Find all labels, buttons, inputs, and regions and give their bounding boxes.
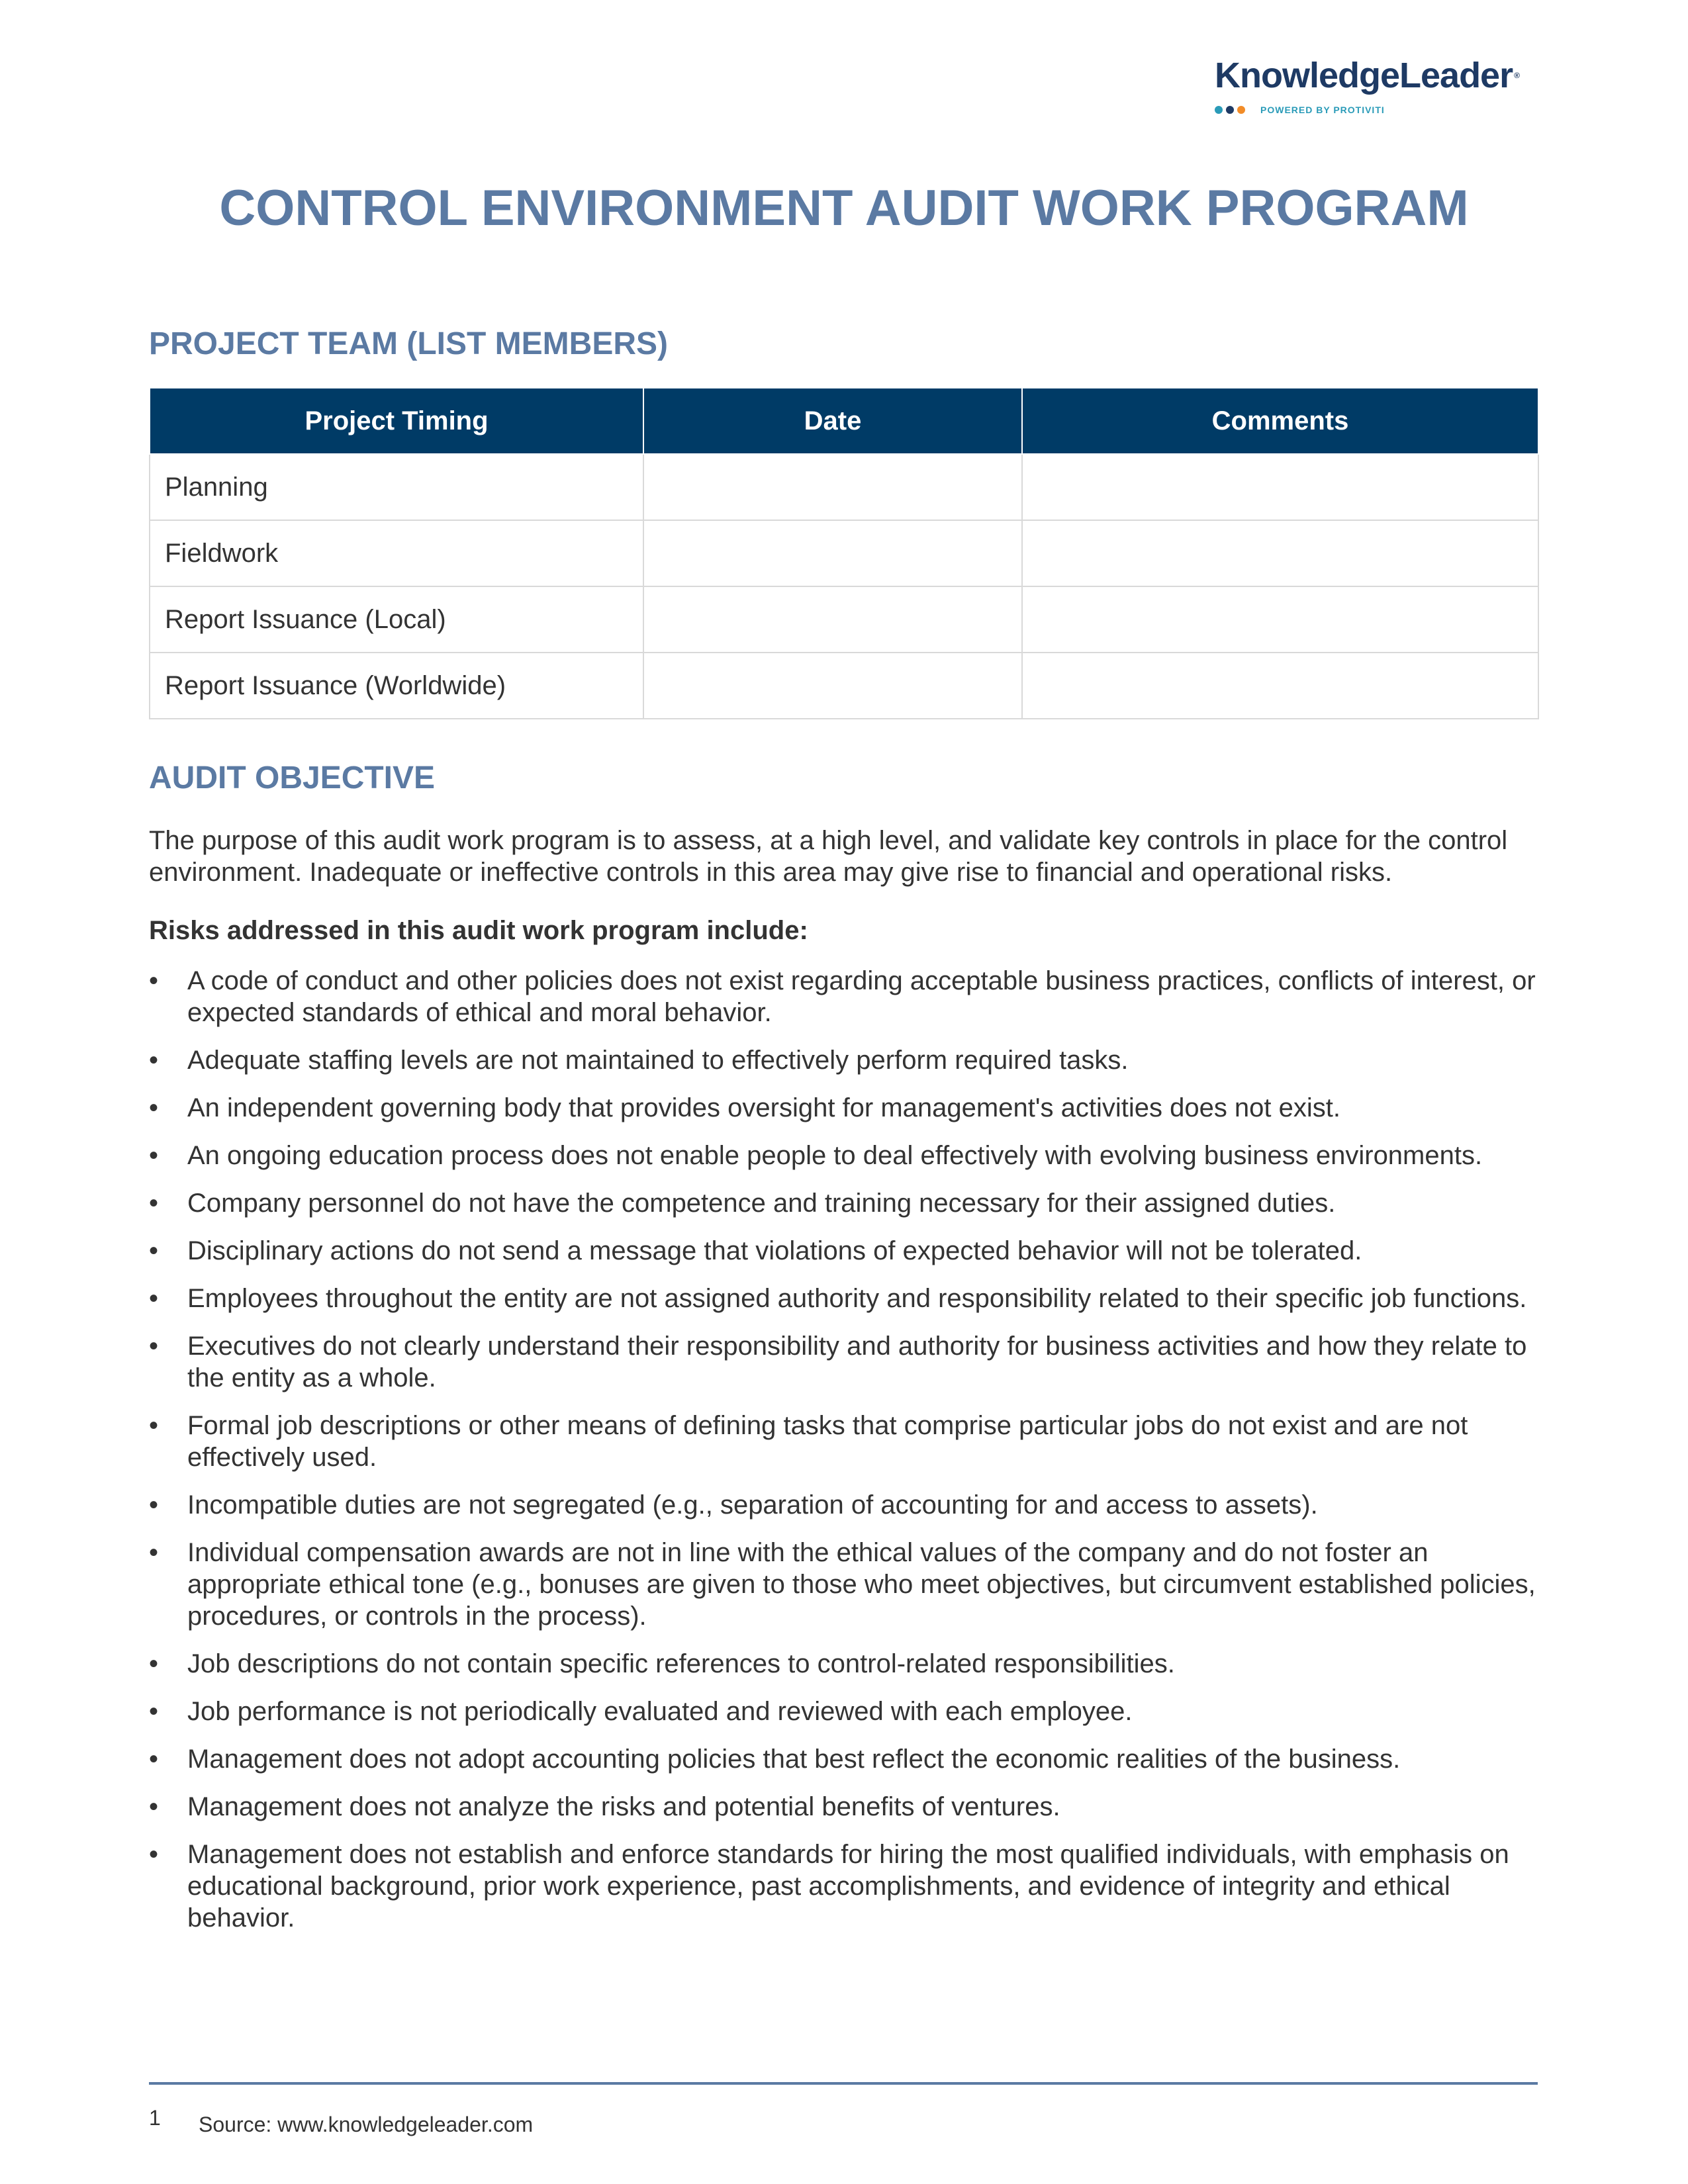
project-team-heading: PROJECT TEAM (LIST MEMBERS) [149,326,669,361]
list-item [149,1839,1546,1934]
logo-word-part2: Leader [1399,56,1513,95]
list-item [149,1743,1546,1775]
risk-text: Management does not adopt accounting policies that best reflect the economic realities of the business. [187,1745,1401,1774]
list-item [149,1791,1546,1823]
table-row [150,454,1538,520]
risk-text: Incompatible duties are not segregated (e.g., separation of accounting for and access to assets). [187,1490,1318,1520]
list-item [149,1648,1546,1680]
bullet-icon: • [149,1697,159,1726]
column-header-comments: Comments [1022,388,1538,454]
list-item [149,1330,1546,1394]
table-row [150,520,1538,586]
risks-list [149,965,1546,1950]
logo-dot-icon [1237,106,1245,114]
risk-text: Formal job descriptions or other means of defining tasks that comprise particular jobs do not exist and are not effectively used. [187,1411,1468,1472]
risk-text: Disciplinary actions do not send a message that violations of expected behavior will not be tolerated. [187,1236,1362,1265]
list-item [149,1537,1546,1632]
bullet-icon: • [149,1236,159,1265]
table-header-row [150,388,1538,454]
timing-cell: Report Issuance (Local) [150,586,643,653]
bullet-icon: • [149,1538,159,1567]
logo-dot-icon [1226,106,1234,114]
risk-text: Job descriptions do not contain specific references to control-related responsibilities. [187,1649,1175,1678]
list-item [149,965,1546,1028]
knowledgeleader-logo [1215,54,1546,115]
risk-text: Adequate staffing levels are not maintained to effectively perform required tasks. [187,1046,1129,1075]
risk-text: Individual compensation awards are not in line with the ethical values of the company and do not foster an appropriate ethical tone (e.g., bonuses are given to those who meet objectives, but circumvent established policies, procedures, or controls in the process). [187,1538,1536,1631]
document-title: CONTROL ENVIRONMENT AUDIT WORK PROGRAM [219,180,1469,236]
list-item [149,1235,1546,1267]
bullet-icon: • [149,1046,159,1075]
bullet-icon: • [149,1792,159,1821]
page-number: 1 [149,2106,161,2130]
bullet-icon: • [149,1745,159,1774]
risk-text: An independent governing body that provides oversight for management's activities does not exist. [187,1093,1341,1122]
date-cell[interactable] [643,520,1022,586]
audit-objective-paragraph: The purpose of this audit work program is to assess, at a high level, and validate key controls in place for the control environment. Inadequate or ineffective controls in this area may give rise to financial and operational risks. [149,826,1508,887]
logo-wordmark [1215,54,1546,97]
date-cell[interactable] [643,586,1022,653]
risk-text: Job performance is not periodically evaluated and reviewed with each employee. [187,1697,1133,1726]
list-item [149,1489,1546,1521]
risk-text: Management does not analyze the risks and potential benefits of ventures. [187,1792,1060,1821]
list-item [149,1696,1546,1727]
bullet-icon: • [149,1284,159,1313]
bullet-icon: • [149,966,159,995]
bullet-icon: • [149,1490,159,1520]
bullet-icon: • [149,1411,159,1440]
logo-word-part1: Knowledge [1215,56,1400,95]
bullet-icon: • [149,1840,159,1869]
project-timing-table [149,387,1539,719]
list-item [149,1283,1546,1314]
bullet-icon: • [149,1332,159,1361]
list-item [149,1044,1546,1076]
risk-text: Executives do not clearly understand their responsibility and authority for business activities and how they relate to the entity as a whole. [187,1332,1527,1392]
table-row [150,653,1538,719]
risks-heading: Risks addressed in this audit work program include: [149,916,808,945]
footer-source: Source: www.knowledgeleader.com [199,2113,534,2136]
bullet-icon: • [149,1093,159,1122]
comments-cell[interactable] [1022,520,1538,586]
column-header-date: Date [643,388,1022,454]
logo-tagline: POWERED BY PROTIVITI [1260,105,1385,115]
comments-cell[interactable] [1022,586,1538,653]
comments-cell[interactable] [1022,454,1538,520]
comments-cell[interactable] [1022,653,1538,719]
risk-text: Employees throughout the entity are not assigned authority and responsibility related to their specific job functions. [187,1284,1527,1313]
list-item [149,1410,1546,1473]
audit-objective-heading: AUDIT OBJECTIVE [149,760,436,796]
timing-cell: Planning [150,454,643,520]
date-cell[interactable] [643,653,1022,719]
table-row [150,586,1538,653]
list-item [149,1187,1546,1219]
risk-text: An ongoing education process does not enable people to deal effectively with evolving business environments. [187,1141,1483,1170]
column-header-project-timing: Project Timing [150,388,643,454]
list-item [149,1140,1546,1171]
bullet-icon: • [149,1141,159,1170]
timing-cell: Fieldwork [150,520,643,586]
timing-cell: Report Issuance (Worldwide) [150,653,643,719]
registered-mark: ® [1514,71,1519,80]
risk-text: Company personnel do not have the competence and training necessary for their assigned duties. [187,1189,1336,1218]
bullet-icon: • [149,1189,159,1218]
logo-subline [1215,105,1546,115]
footer-divider [149,2082,1538,2085]
list-item [149,1092,1546,1124]
logo-dot-icon [1215,106,1223,114]
bullet-icon: • [149,1649,159,1678]
date-cell[interactable] [643,454,1022,520]
risk-text: Management does not establish and enforce standards for hiring the most qualified individuals, with emphasis on educational background, prior work experience, past accomplishments, and evidence of integrity and ethical behavior. [187,1840,1509,1933]
risk-text: A code of conduct and other policies does not exist regarding acceptable business practices, conflicts of interest, or expected standards of ethical and moral behavior. [187,966,1536,1027]
